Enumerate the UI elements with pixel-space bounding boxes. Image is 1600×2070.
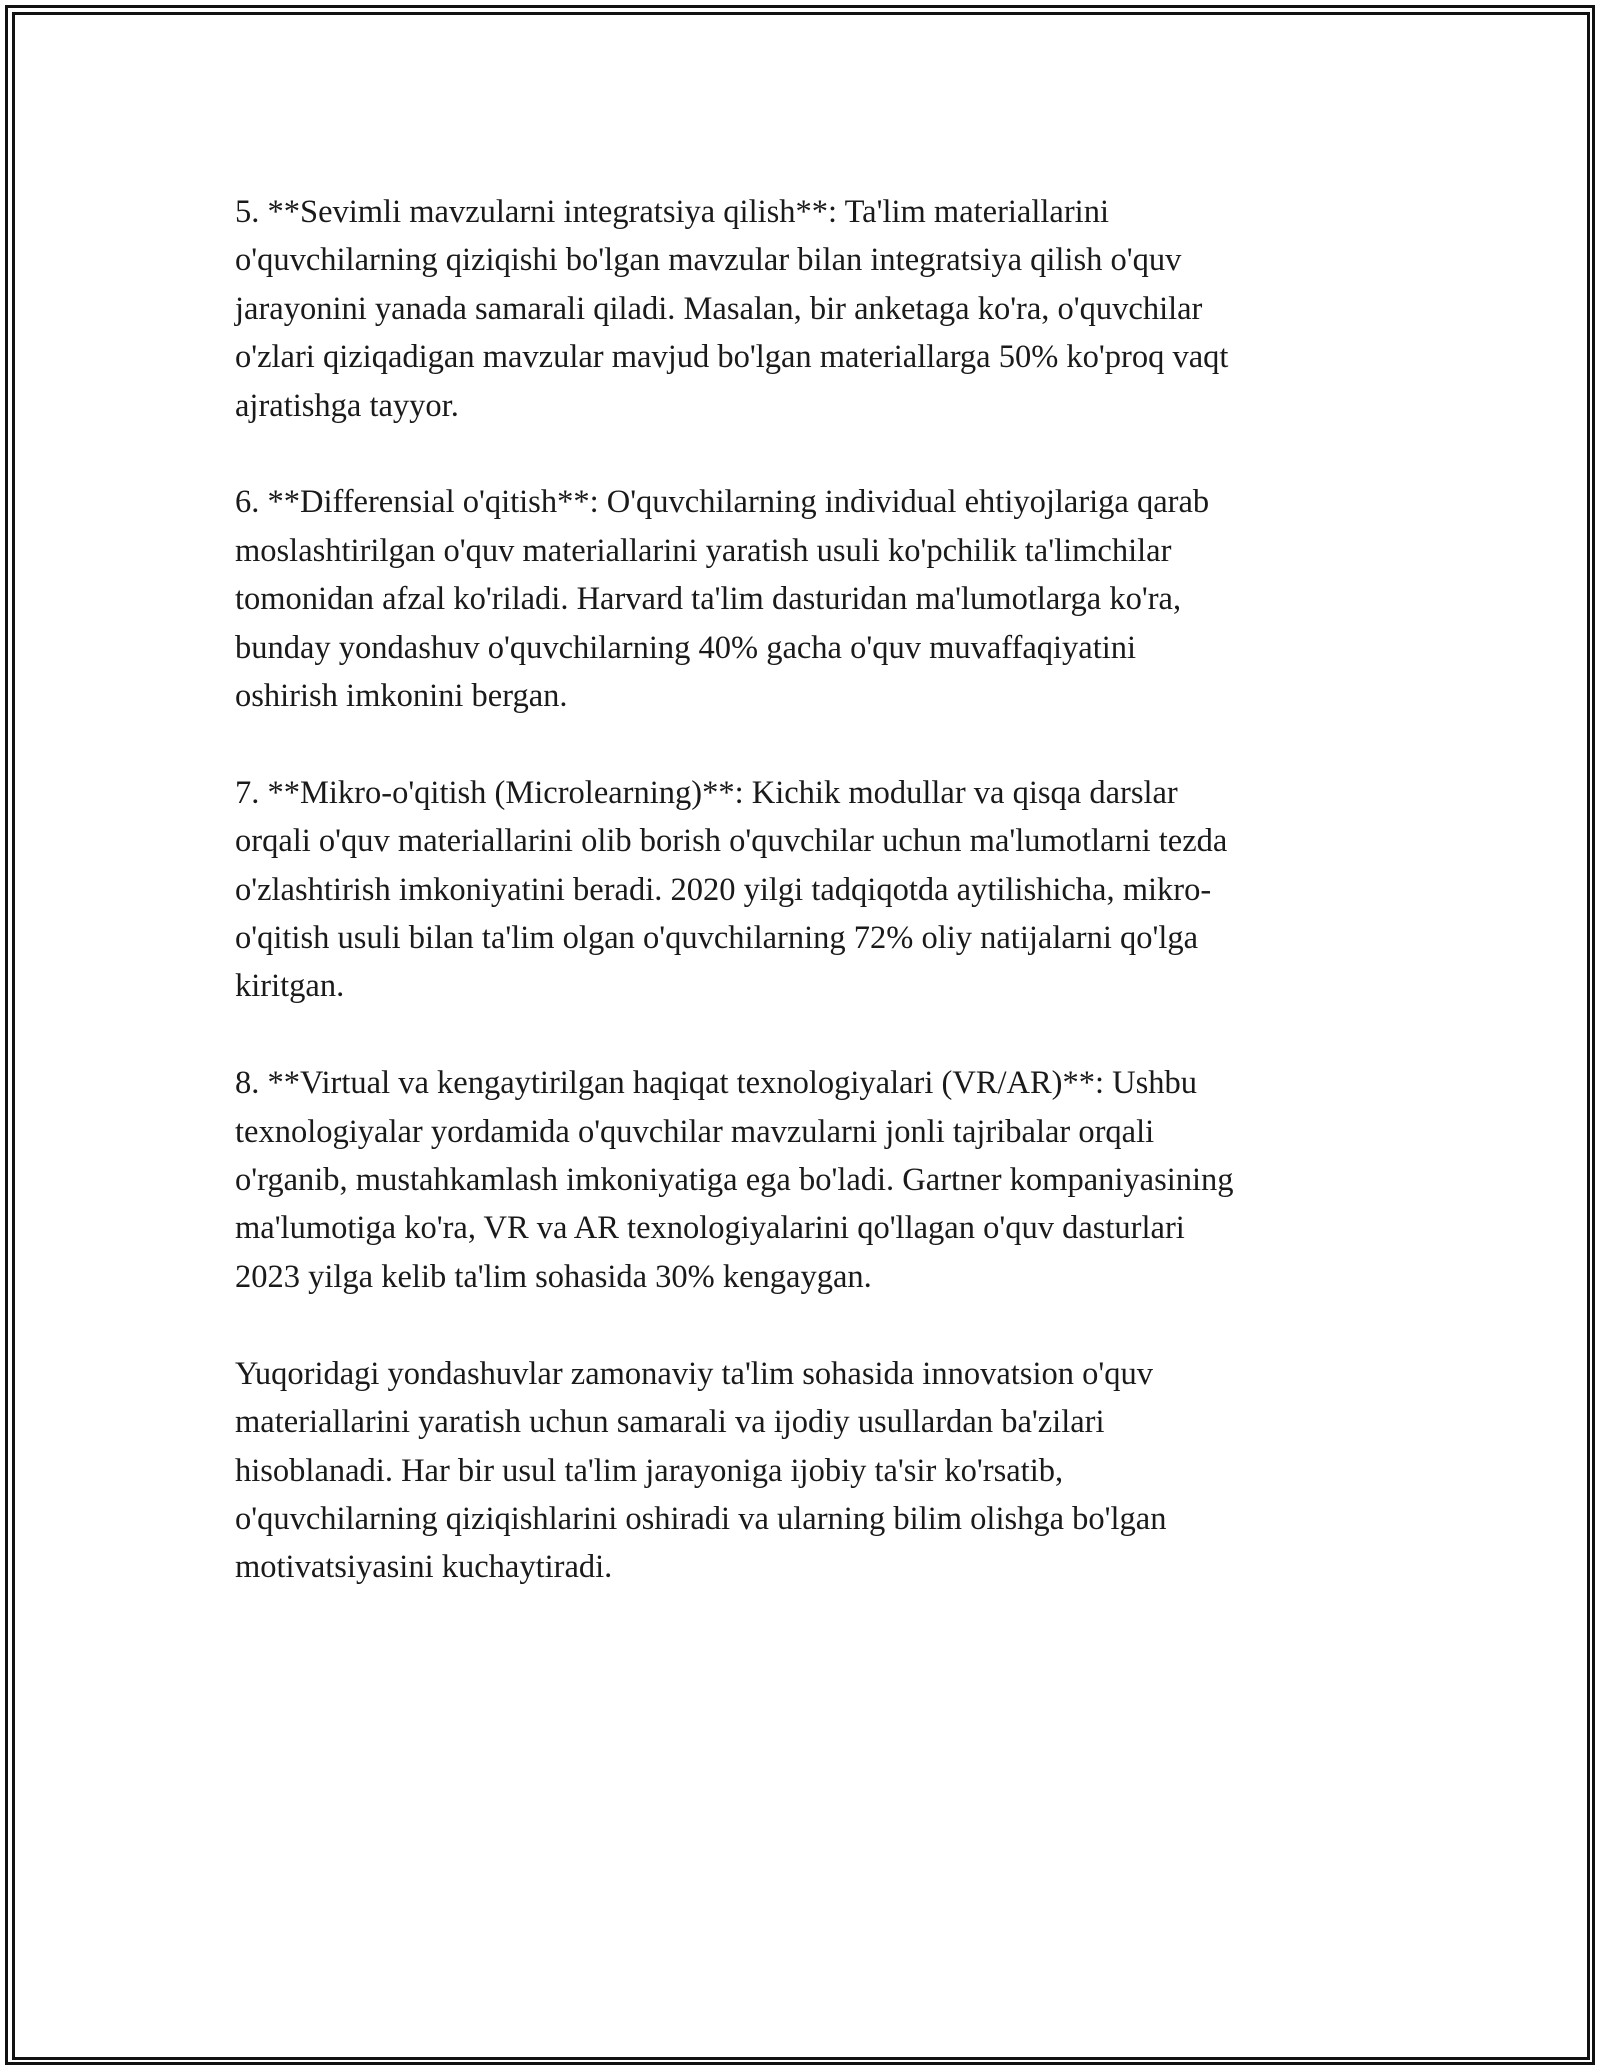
text-line: ajratishga tayyor. — [235, 387, 459, 424]
document-body — [235, 188, 1385, 1640]
paragraph-item-8 — [235, 1059, 1385, 1301]
text-line: 2023 yilga kelib ta'lim sohasida 30% kengaygan. — [235, 1258, 872, 1295]
text-line: 6. **Differensial o'qitish**: O'quvchilarning individual ehtiyojlariga qarab — [235, 484, 1210, 521]
text-line: o'qitish usuli bilan ta'lim olgan o'quvchilarning 72% oliy natijalarni qo'lga — [235, 920, 1199, 957]
text-line: 8. **Virtual va kengaytirilgan haqiqat texnologiyalari (VR/AR)**: Ushbu — [235, 1065, 1198, 1102]
text-line: jarayonini yanada samarali qiladi. Masalan, bir anketaga ko'ra, o'quvchilar — [235, 290, 1203, 327]
text-line: oshirish imkonini bergan. — [235, 678, 568, 715]
text-line: kiritgan. — [235, 968, 345, 1005]
text-line: hisoblanadi. Har bir usul ta'lim jarayoniga ijobiy ta'sir ko'rsatib, — [235, 1452, 1064, 1489]
text-line: bunday yondashuv o'quvchilarning 40% gacha o'quv muvaffaqiyatini — [235, 629, 1137, 666]
text-line: Yuqoridagi yondashuvlar zamonaviy ta'lim sohasida innovatsion o'quv — [235, 1355, 1153, 1392]
paragraph-item-7 — [235, 769, 1385, 1011]
paragraph-conclusion — [235, 1350, 1385, 1592]
text-line: o'quvchilarning qiziqishi bo'lgan mavzular bilan integratsiya qilish o'quv — [235, 242, 1182, 279]
text-line: orqali o'quv materiallarini olib borish o'quvchilar uchun ma'lumotlarni tezda — [235, 823, 1228, 860]
text-line: o'rganib, mustahkamlash imkoniyatiga ega bo'ladi. Gartner kompaniyasining — [235, 1162, 1234, 1199]
text-line: 7. **Mikro-o'qitish (Microlearning)**: Kichik modullar va qisqa darslar — [235, 774, 1178, 811]
paragraph-item-6 — [235, 478, 1385, 720]
text-line: tomonidan afzal ko'riladi. Harvard ta'lim dasturidan ma'lumotlarga ko'ra, — [235, 581, 1182, 618]
text-line: moslashtirilgan o'quv materiallarini yaratish usuli ko'pchilik ta'limchilar — [235, 532, 1172, 569]
text-line: texnologiyalar yordamida o'quvchilar mavzularni jonli tajribalar orqali — [235, 1113, 1155, 1150]
text-line: 5. **Sevimli mavzularni integratsiya qilish**: Ta'lim materiallarini — [235, 194, 1109, 230]
text-line: o'zlari qiziqadigan mavzular mavjud bo'lgan materiallarga 50% ko'proq vaqt — [235, 339, 1229, 376]
text-line: ma'lumotiga ko'ra, VR va AR texnologiyalarini qo'llagan o'quv dasturlari — [235, 1210, 1185, 1247]
text-line: materiallarini yaratish uchun samarali va ijodiy usullardan ba'zilari — [235, 1404, 1105, 1441]
text-line: motivatsiyasini kuchaytiradi. — [235, 1549, 613, 1586]
text-line: o'zlashtirish imkoniyatini beradi. 2020 yilgi tadqiqotda aytilishicha, mikro- — [235, 871, 1212, 908]
paragraph-item-5 — [235, 188, 1385, 430]
text-line: o'quvchilarning qiziqishlarini oshiradi va ularning bilim olishga bo'lgan — [235, 1500, 1167, 1537]
